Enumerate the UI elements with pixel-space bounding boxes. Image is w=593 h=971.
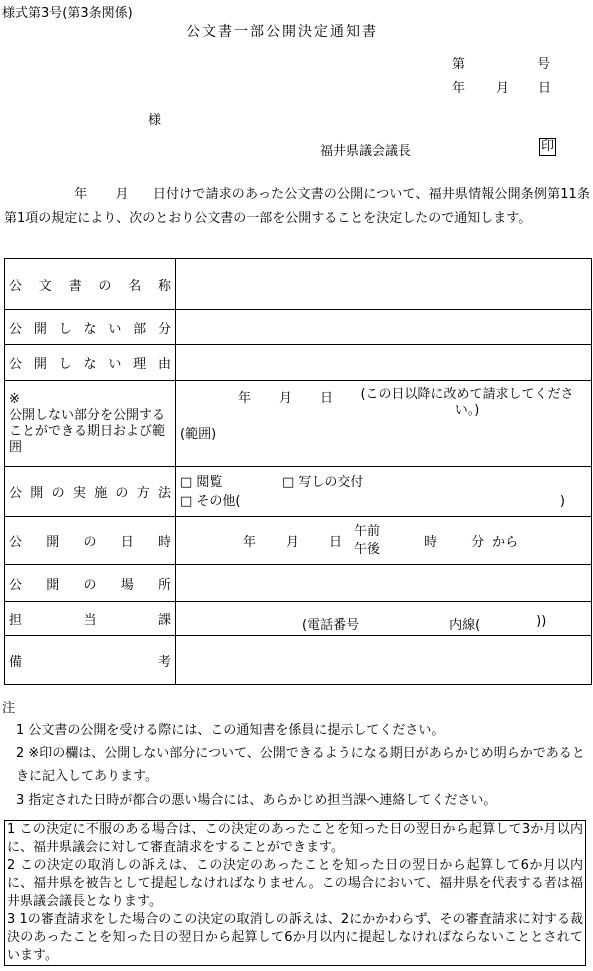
- label-char: の: [83, 535, 97, 550]
- document-name-field[interactable]: [176, 259, 592, 310]
- extension-close: )): [536, 614, 547, 629]
- label-char: の: [115, 486, 129, 501]
- datetime-field[interactable]: [176, 517, 592, 565]
- phone-label: (電話番号: [302, 618, 360, 633]
- spread-label: [9, 318, 171, 337]
- label-char: な: [83, 321, 97, 337]
- label-char: 開: [46, 577, 60, 593]
- addressee-suffix: 様: [148, 113, 162, 128]
- note-2: 2 ※印の欄は、公開しない部分について、公開できるようになる期日があらかじめ明らかであるときに記入してあります。: [16, 746, 585, 784]
- label-char: 開: [33, 321, 47, 337]
- option-copy[interactable]: □ 写しの交付: [282, 474, 364, 490]
- sender-name: 福井県議会議長: [320, 144, 412, 159]
- datetime-hour: 時: [424, 535, 438, 550]
- label-char: 公: [9, 321, 23, 337]
- row-label-method: [5, 467, 176, 517]
- document-number: [452, 53, 550, 72]
- label-char: 考: [157, 654, 171, 670]
- label-char: 公: [9, 278, 23, 294]
- label-char: 公: [9, 486, 23, 501]
- label-char: い: [108, 321, 122, 337]
- remarks-field[interactable]: [176, 636, 592, 685]
- label-char: 課: [157, 613, 171, 628]
- label-char: 時: [157, 535, 171, 550]
- document-date: [452, 77, 551, 96]
- release-date-label: 公開しない部分を公開することができる期日および範囲: [9, 407, 166, 455]
- table-row: [5, 345, 592, 381]
- table-row: [5, 381, 592, 467]
- label-char: 公: [9, 577, 23, 593]
- asterisk-mark: ※: [9, 391, 20, 407]
- label-char: 公: [9, 535, 23, 550]
- label-char: 方: [136, 486, 150, 501]
- appeal-notice-box: [4, 820, 586, 966]
- label-char: 場: [120, 577, 134, 593]
- label-char: 実: [72, 486, 86, 501]
- datetime-day: 日: [329, 535, 343, 550]
- intro-paragraph: [4, 183, 590, 231]
- spread-label: [9, 353, 171, 372]
- withheld-part-field[interactable]: [176, 310, 592, 345]
- release-note: (この日以降に改めて請求してください。): [360, 387, 574, 418]
- intro-text: 日付けで請求のあった公文書の公開について、福井県情報公開条例第11条第1項の規定により、次のとおり公文書の一部を公開することを決定したので通知します。: [4, 187, 590, 226]
- row-label-department: [5, 602, 176, 636]
- label-char: し: [58, 321, 72, 337]
- label-char: の: [83, 577, 97, 593]
- number-prefix: 第: [452, 57, 466, 72]
- label-char: 備: [9, 654, 23, 670]
- datetime-pm: 午後: [354, 541, 381, 557]
- table-row: [5, 310, 592, 345]
- row-label-place: [5, 565, 176, 602]
- label-char: 理: [133, 357, 147, 372]
- label-char: 部: [133, 321, 147, 337]
- row-label-withheld-part: [5, 310, 176, 345]
- place-field[interactable]: [176, 565, 592, 602]
- datetime-month: 月: [286, 535, 300, 550]
- label-char: 開: [30, 486, 44, 501]
- release-date-field[interactable]: [176, 381, 592, 467]
- label-char: 施: [94, 486, 108, 501]
- number-suffix: 号: [537, 57, 551, 72]
- spread-label: [9, 531, 171, 550]
- table-row: [5, 636, 592, 685]
- extension-label: 内線(: [449, 618, 481, 633]
- label-char: 書: [68, 278, 82, 294]
- table-row: [5, 517, 592, 565]
- label-char: し: [58, 357, 72, 372]
- label-char: 開: [33, 357, 47, 372]
- date-year: 年: [452, 81, 466, 96]
- spread-label: [9, 574, 171, 593]
- release-month: 月: [279, 391, 293, 406]
- method-field: [176, 467, 592, 517]
- seal-mark: 印: [541, 139, 555, 154]
- appeal-paragraph-3: 3 1の審査請求をした場合のこの決定の取消しの訴えは、2にかかわらず、その審査請求に対する裁決のあったことを知った日の翌日から起算して6か月以内に提起しなければならないこととされています。: [7, 912, 583, 963]
- datetime-am: 午前: [354, 523, 381, 539]
- spread-label: [9, 275, 171, 294]
- note-3: 3 指定された日時が都合の悪い場合には、あらかじめ担当課へ連絡してください。: [16, 793, 497, 808]
- option-other[interactable]: □ その他(: [180, 493, 241, 509]
- table-row: [5, 467, 592, 517]
- release-day: 日: [320, 391, 334, 406]
- appeal-paragraph-1: 1 この決定に不服のある場合は、この決定のあったことを知った日の翌日から起算して3か月以内に、福井県議会に対して審査請求をすることができます。: [7, 822, 583, 855]
- option-viewing[interactable]: □ 閲覧: [180, 474, 223, 490]
- table-row: [5, 565, 592, 602]
- label-char: 公: [9, 357, 23, 372]
- label-char: の: [98, 278, 112, 294]
- spread-label: [9, 651, 171, 670]
- label-char: 日: [120, 535, 134, 550]
- label-char: 開: [46, 535, 60, 550]
- label-char: 称: [157, 278, 171, 294]
- note-1: 1 公文書の公開を受ける際には、この通知書を係員に提示してください。: [16, 723, 445, 738]
- intro-month: 月: [115, 187, 129, 202]
- form-number: 様式第3号(第3条関係): [2, 6, 133, 21]
- row-label-datetime: [5, 517, 176, 565]
- table-row: [5, 602, 592, 636]
- row-label-document-name: [5, 259, 176, 310]
- datetime-from: から: [492, 535, 519, 550]
- label-char: い: [108, 357, 122, 372]
- release-range-label: (範囲): [180, 427, 217, 442]
- label-char: 法: [157, 486, 171, 501]
- row-label-withheld-reason: [5, 345, 176, 381]
- label-char: 所: [157, 577, 171, 593]
- datetime-year: 年: [243, 535, 257, 550]
- date-month: 月: [496, 81, 510, 96]
- label-char: 名: [128, 278, 142, 294]
- withheld-reason-field[interactable]: [176, 345, 592, 381]
- label-char: の: [51, 486, 65, 501]
- table-row: [5, 259, 592, 310]
- notes-heading: 注: [2, 701, 16, 716]
- label-char: 分: [157, 321, 171, 337]
- row-label-remarks: [5, 636, 176, 685]
- row-label-release-date: [5, 381, 176, 467]
- datetime-minute: 分: [471, 535, 485, 550]
- decision-table: [4, 258, 592, 685]
- label-char: 当: [83, 613, 97, 628]
- document-title: 公文書一部公開決定通知書: [186, 24, 378, 40]
- label-char: 由: [157, 357, 171, 372]
- intro-year: 年: [74, 187, 88, 202]
- option-other-close: ): [559, 493, 565, 509]
- label-char: 担: [9, 613, 23, 628]
- label-char: な: [83, 357, 97, 372]
- release-year: 年: [238, 391, 252, 406]
- spread-label: [9, 482, 171, 501]
- department-field[interactable]: [176, 602, 592, 636]
- label-char: 文: [38, 278, 52, 294]
- appeal-paragraph-2: 2 この決定の取消しの訴えは、この決定のあったことを知った日の翌日から起算して6か月以内に、福井県を被告として提起しなければなりません。この場合において、福井県を代表する者は福井県議会議長となります。: [7, 858, 583, 909]
- date-day: 日: [538, 81, 552, 96]
- spread-label: [9, 609, 171, 628]
